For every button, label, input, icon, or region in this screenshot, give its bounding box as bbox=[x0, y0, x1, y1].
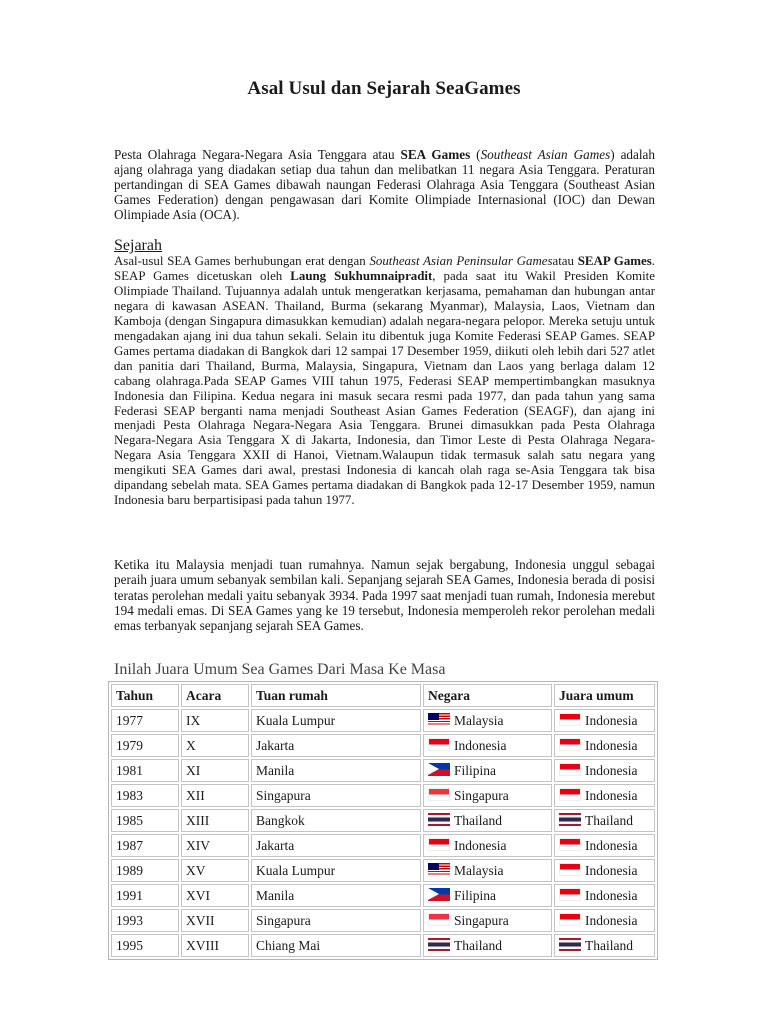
champion-name: Indonesia bbox=[585, 862, 638, 878]
country-flag-icon bbox=[428, 713, 450, 726]
table-row bbox=[111, 759, 655, 782]
header-year: Tahun bbox=[111, 684, 179, 707]
history-italic-seap: Southeast Asian Peninsular Games bbox=[369, 254, 553, 268]
champion-flag-icon bbox=[559, 938, 581, 951]
champions-table bbox=[108, 681, 658, 960]
history-bold-founder: Laung Sukhumnaipradit bbox=[290, 268, 433, 283]
cell-host: Singapura bbox=[251, 784, 421, 807]
cell-champion bbox=[554, 859, 655, 882]
history-bold-seap: SEAP Games bbox=[577, 254, 652, 268]
champion-name: Indonesia bbox=[585, 787, 638, 803]
history-text-3: . SEAP Games dicetuskan oleh bbox=[114, 254, 655, 283]
header-champion: Juara umum bbox=[554, 684, 655, 707]
champion-flag-icon bbox=[559, 788, 581, 801]
history-text-2: atau bbox=[552, 254, 578, 268]
country-name: Indonesia bbox=[454, 737, 507, 753]
page-title: Asal Usul dan Sejarah SeaGames bbox=[247, 78, 521, 99]
country-name: Malaysia bbox=[454, 862, 504, 878]
cell-year: 1981 bbox=[111, 759, 179, 782]
cell-host: Jakarta bbox=[251, 734, 421, 757]
cell-event: IX bbox=[181, 709, 249, 732]
cell-host: Chiang Mai bbox=[251, 934, 421, 957]
table-row bbox=[111, 834, 655, 857]
country-name: Singapura bbox=[454, 787, 509, 803]
cell-host: Kuala Lumpur bbox=[251, 709, 421, 732]
country-flag-icon bbox=[428, 763, 450, 776]
table-row bbox=[111, 859, 655, 882]
cell-host: Jakarta bbox=[251, 834, 421, 857]
table-row bbox=[111, 909, 655, 932]
country-flag-icon bbox=[428, 788, 450, 801]
table-row bbox=[111, 734, 655, 757]
cell-country bbox=[423, 859, 552, 882]
cell-country bbox=[423, 709, 552, 732]
country-name: Thailand bbox=[454, 812, 502, 828]
cell-event: XVI bbox=[181, 884, 249, 907]
header-host: Tuan rumah bbox=[251, 684, 421, 707]
cell-host: Bangkok bbox=[251, 809, 421, 832]
table-row bbox=[111, 784, 655, 807]
country-flag-icon bbox=[428, 838, 450, 851]
cell-year: 1983 bbox=[111, 784, 179, 807]
champion-flag-icon bbox=[559, 738, 581, 751]
cell-country bbox=[423, 934, 552, 957]
intro-italic-name: Southeast Asian Games bbox=[480, 147, 611, 162]
cell-event: XI bbox=[181, 759, 249, 782]
cell-champion bbox=[554, 909, 655, 932]
country-flag-icon bbox=[428, 913, 450, 926]
table-title: Inilah Juara Umum Sea Games Dari Masa Ke Masa bbox=[114, 661, 446, 678]
cell-year: 1977 bbox=[111, 709, 179, 732]
cell-host: Singapura bbox=[251, 909, 421, 932]
table-header-row bbox=[111, 684, 655, 707]
champion-name: Indonesia bbox=[585, 887, 638, 903]
cell-year: 1995 bbox=[111, 934, 179, 957]
cell-country bbox=[423, 884, 552, 907]
country-name: Singapura bbox=[454, 912, 509, 928]
champion-name: Indonesia bbox=[585, 762, 638, 778]
cell-event: XIV bbox=[181, 834, 249, 857]
country-name: Malaysia bbox=[454, 712, 504, 728]
cell-champion bbox=[554, 809, 655, 832]
cell-country bbox=[423, 909, 552, 932]
intro-bold-sea-games: SEA Games bbox=[400, 147, 471, 162]
cell-country bbox=[423, 759, 552, 782]
cell-year: 1987 bbox=[111, 834, 179, 857]
intro-paragraph bbox=[114, 147, 655, 222]
history-text-4: , pada saat itu Wakil Presiden Komite Olimpiade Thailand. Tujuannya adalah untuk mengeratkan kerjasama, pemahaman dan hubungan antar negara di kawasan ASEAN. Thailand, Burma (sekarang Myanmar), Malaysia, Laos, Vietnam dan Kamboja (dengan Singapura dimasukkan kemudian) adalah negara-negara pelopor. Mereka setuju untuk mengadakan ajang ini dua tahun sekali. Selain itu dibentuk juga Komite Federasi SEAP Games. SEAP Games pertama diadakan di Bangkok dari 12 sampai 17 Desember 1959, diikuti oleh lebih dari 527 atlet dan panitia dari Thailand, Burma, Malaysia, Singapura, Vietnam dan Laos yang berlaga dalam 12 cabang olahraga.Pada SEAP Games VIII tahun 1975, Federasi SEAP mempertimbangkan masuknya Indonesia dan Filipina. Kedua negara ini masuk secara resmi pada 1977, dan pada tahun yang sama Federasi SEAP berganti nama menjadi Southeast Asian Games Federation (SEAGF), dan ajang ini menjadi Pesta Olahraga Negara-Negara Asia Tenggara. Brunei dimasukkan pada Pesta Olahraga Negara-Negara Asia Tenggara X di Jakarta, Indonesia, dan Timor Leste di Pesta Olahraga Negara-Negara Asia Tenggara XXII di Hanoi, Vietnam.Walaupun tidak termasuk salah satu negara yang mengikuti SEA Games dari awal, prestasi Indonesia di kancah olah raga se-Asia Tenggara tak bisa dipandang sebelah mata. SEA Games pertama diadakan di Bangkok pada 12-17 Desember 1959, namun Indonesia baru berpartisipasi pada tahun 1977. bbox=[114, 268, 655, 508]
cell-event: XII bbox=[181, 784, 249, 807]
cell-event: XIII bbox=[181, 809, 249, 832]
cell-host: Manila bbox=[251, 759, 421, 782]
indonesia-paragraph: Ketika itu Malaysia menjadi tuan rumahnya. Namun sejak bergabung, Indonesia unggul sebagai peraih juara umum sebanyak sembilan kali. Sepanjang sejarah SEA Games, Indonesia berada di posisi teratas perolehan medali yaitu sebanyak 3934. Pada 1997 saat menjadi tuan rumah, Indonesia merebut 194 medali emas. Di SEA Games yang ke 19 tersebut, Indonesia memperoleh rekor perolehan medali emas terbanyak sepanjang sejarah SEA Games. bbox=[114, 557, 655, 634]
cell-year: 1985 bbox=[111, 809, 179, 832]
country-name: Filipina bbox=[454, 887, 497, 903]
header-event: Acara bbox=[181, 684, 249, 707]
cell-country bbox=[423, 734, 552, 757]
champion-flag-icon bbox=[559, 813, 581, 826]
cell-event: XV bbox=[181, 859, 249, 882]
cell-year: 1993 bbox=[111, 909, 179, 932]
table-row bbox=[111, 709, 655, 732]
cell-country bbox=[423, 834, 552, 857]
country-flag-icon bbox=[428, 938, 450, 951]
champion-name: Thailand bbox=[585, 812, 633, 828]
cell-champion bbox=[554, 884, 655, 907]
country-flag-icon bbox=[428, 813, 450, 826]
cell-champion bbox=[554, 784, 655, 807]
cell-year: 1979 bbox=[111, 734, 179, 757]
country-flag-icon bbox=[428, 888, 450, 901]
champion-flag-icon bbox=[559, 913, 581, 926]
cell-host: Kuala Lumpur bbox=[251, 859, 421, 882]
cell-year: 1991 bbox=[111, 884, 179, 907]
cell-country bbox=[423, 784, 552, 807]
history-text-1: Asal-usul SEA Games berhubungan erat dengan bbox=[114, 254, 370, 268]
history-heading: Sejarah bbox=[114, 237, 162, 254]
champion-flag-icon bbox=[559, 838, 581, 851]
country-flag-icon bbox=[428, 863, 450, 876]
champion-name: Indonesia bbox=[585, 912, 638, 928]
cell-champion bbox=[554, 709, 655, 732]
cell-event: XVIII bbox=[181, 934, 249, 957]
cell-event: XVII bbox=[181, 909, 249, 932]
champion-flag-icon bbox=[559, 888, 581, 901]
cell-country bbox=[423, 809, 552, 832]
country-name: Thailand bbox=[454, 937, 502, 953]
table-row bbox=[111, 809, 655, 832]
cell-champion bbox=[554, 934, 655, 957]
cell-year: 1989 bbox=[111, 859, 179, 882]
table-row bbox=[111, 934, 655, 957]
champion-flag-icon bbox=[559, 713, 581, 726]
header-country: Negara bbox=[423, 684, 552, 707]
champion-name: Indonesia bbox=[585, 837, 638, 853]
country-flag-icon bbox=[428, 738, 450, 751]
history-paragraph bbox=[114, 254, 655, 508]
cell-champion bbox=[554, 759, 655, 782]
cell-event: X bbox=[181, 734, 249, 757]
country-name: Filipina bbox=[454, 762, 497, 778]
cell-champion bbox=[554, 734, 655, 757]
cell-champion bbox=[554, 834, 655, 857]
champion-name: Indonesia bbox=[585, 737, 638, 753]
intro-text-3: ) adalah ajang olahraga yang diadakan setiap dua tahun dan melibatkan 11 negara Asia Tenggara. Peraturan pertandingan di SEA Games dibawah naungan Federasi Olahraga Asia Tenggara (Southeast Asian Games Federation) dengan pengawasan dari Komite Olimpiade Internasional (IOC) dan Dewan Olimpiade Asia (OCA). bbox=[114, 147, 655, 223]
champion-flag-icon bbox=[559, 763, 581, 776]
intro-text-2: ( bbox=[470, 147, 481, 162]
champion-name: Thailand bbox=[585, 937, 633, 953]
champion-flag-icon bbox=[559, 863, 581, 876]
intro-text-1: Pesta Olahraga Negara-Negara Asia Tenggara atau bbox=[114, 147, 401, 162]
country-name: Indonesia bbox=[454, 837, 507, 853]
table-row bbox=[111, 884, 655, 907]
champion-name: Indonesia bbox=[585, 712, 638, 728]
cell-host: Manila bbox=[251, 884, 421, 907]
